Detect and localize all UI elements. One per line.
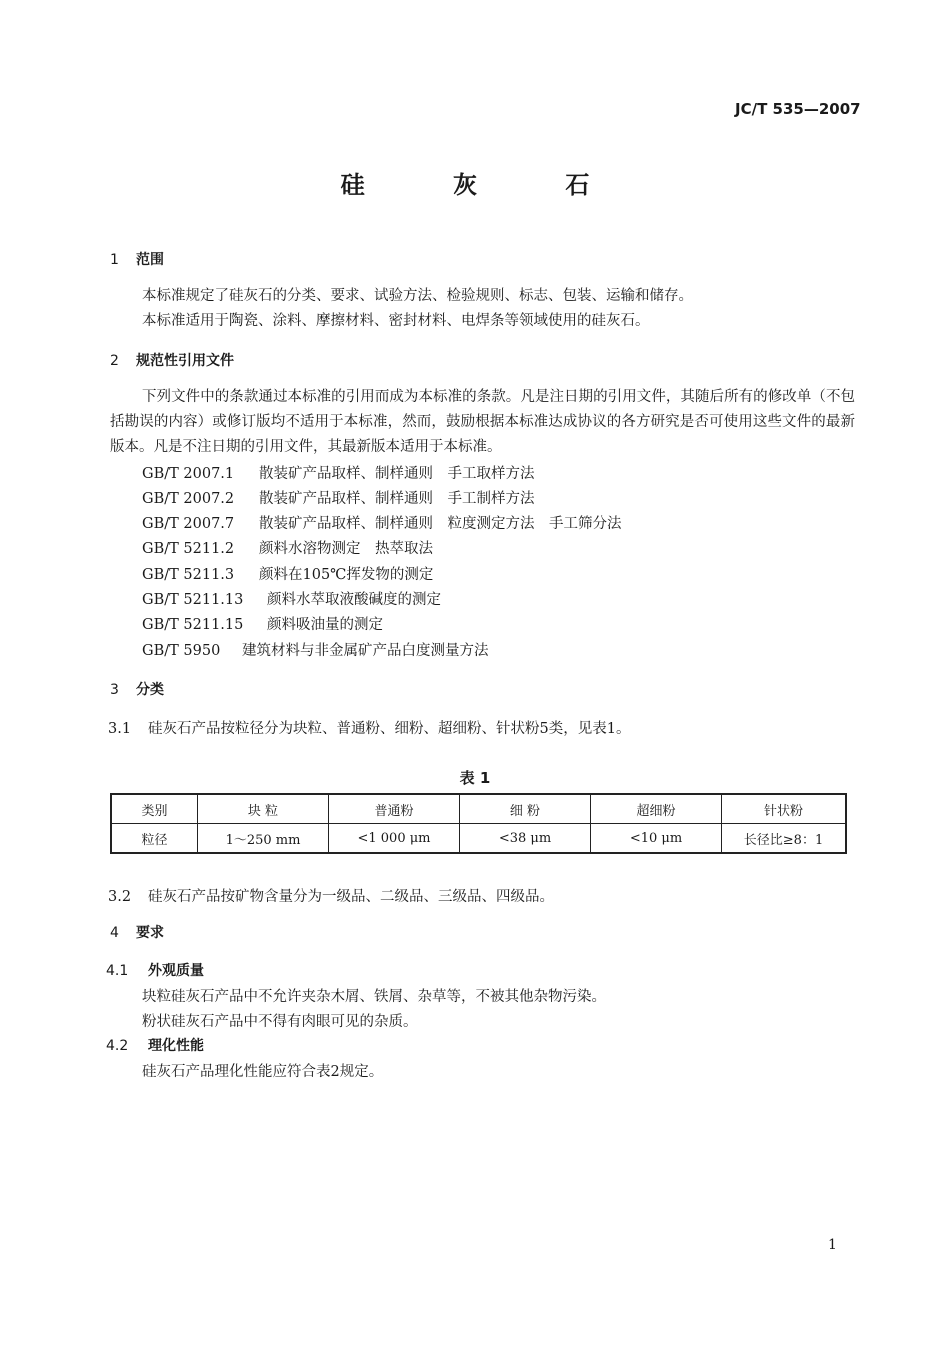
table-cell: 1～250 mm (198, 824, 329, 854)
section-number: 2 (110, 353, 119, 369)
table-cell: 粒径 (111, 824, 198, 854)
table-cell: <10 μm (591, 824, 722, 854)
reference-code: GB/T 5211.15 (142, 617, 244, 633)
section-title: 规范性引用文件 (136, 353, 234, 369)
clause-4-2-heading (106, 1035, 204, 1055)
physchem-text: 硅灰石产品理化性能应符合表2规定。 (142, 1064, 384, 1080)
section-title: 分类 (136, 682, 164, 698)
section-number: 1 (110, 252, 119, 268)
appearance-line-2: 粉状硅灰石产品中不得有肉眼可见的杂质。 (142, 1014, 418, 1030)
reference-code: GB/T 5950 (142, 643, 221, 659)
table-cell: 长径比≥8：1 (722, 824, 847, 854)
section-title: 要求 (136, 925, 164, 941)
reference-item (142, 537, 433, 558)
clause-4-1-heading (106, 960, 204, 980)
reference-name: 颜料水溶物测定 热萃取法 (259, 541, 433, 557)
table-cell: <1 000 μm (329, 824, 460, 854)
clause-number: 4.2 (106, 1038, 129, 1054)
clause-title: 外观质量 (148, 963, 204, 979)
appearance-line-1: 块粒硅灰石产品中不允许夹杂木屑、铁屑、杂草等，不被其他杂物污染。 (142, 989, 606, 1005)
reference-code: GB/T 5211.13 (142, 592, 244, 608)
reference-item (142, 613, 383, 634)
reference-item (142, 563, 433, 584)
section-1-heading (110, 249, 164, 269)
table-cell: <38 μm (460, 824, 591, 854)
clause-title: 理化性能 (148, 1038, 204, 1054)
clause-number: 3.1 (108, 721, 132, 737)
table-header-cell: 普通粉 (329, 794, 460, 824)
table-row (111, 824, 846, 854)
section-number: 3 (110, 682, 119, 698)
reference-item (142, 462, 535, 483)
reference-code: GB/T 5211.3 (142, 567, 235, 583)
reference-item (142, 512, 622, 533)
table-1-caption: 表 1 (459, 769, 491, 787)
reference-item (142, 588, 441, 609)
reference-name: 颜料在105℃挥发物的测定 (259, 567, 434, 583)
reference-name: 颜料吸油量的测定 (267, 617, 383, 633)
section-title: 范围 (136, 252, 164, 268)
clause-3-2 (108, 885, 554, 906)
table-header-row (111, 794, 846, 824)
clause-3-1 (108, 717, 630, 738)
table-1 (110, 793, 847, 854)
reference-name: 散装矿产品取样、制样通则 手工取样方法 (259, 466, 535, 482)
table-header-cell: 超细粉 (591, 794, 722, 824)
table-header-cell: 块 粒 (198, 794, 329, 824)
section-number: 4 (110, 925, 119, 941)
reference-item (142, 487, 535, 508)
standard-code: JC/T 535—2007 (735, 100, 861, 118)
reference-code: GB/T 2007.7 (142, 516, 235, 532)
table-header-cell: 类别 (111, 794, 198, 824)
reference-code: GB/T 2007.1 (142, 466, 235, 482)
page-number: 1 (828, 1237, 837, 1253)
clause-text: 硅灰石产品按矿物含量分为一级品、二级品、三级品、四级品。 (148, 889, 554, 905)
document-title: 硅 灰 石 (340, 171, 630, 199)
scope-line-1: 本标准规定了硅灰石的分类、要求、试验方法、检验规则、标志、包装、运输和储存。 (142, 288, 693, 304)
section-4-heading (110, 922, 164, 942)
reference-name: 颜料水萃取液酸碱度的测定 (267, 592, 441, 608)
reference-name: 散装矿产品取样、制样通则 粒度测定方法 手工筛分法 (259, 516, 622, 532)
reference-code: GB/T 2007.2 (142, 491, 235, 507)
reference-name: 散装矿产品取样、制样通则 手工制样方法 (259, 491, 535, 507)
scope-line-2: 本标准适用于陶瓷、涂料、摩擦材料、密封材料、电焊条等领域使用的硅灰石。 (142, 313, 650, 329)
table-header-cell: 针状粉 (722, 794, 847, 824)
clause-text: 硅灰石产品按粒径分为块粒、普通粉、细粉、超细粉、针状粉5类，见表1。 (148, 721, 631, 737)
table-header-cell: 细 粉 (460, 794, 591, 824)
reference-item (142, 639, 489, 660)
clause-number: 4.1 (106, 963, 129, 979)
section-2-heading (110, 350, 234, 370)
normative-paragraph: 下列文件中的条款通过本标准的引用而成为本标准的条款。凡是注日期的引用文件，其随后所有的修改单（不包括勘误的内容）或修订版均不适用于本标准，然而，鼓励根据本标准达成协议的各方研究是否可使用这些文件的最新版本。凡是不注日期的引用文件，其最新版本适用于本标准。 (110, 389, 855, 455)
clause-number: 3.2 (108, 889, 132, 905)
reference-name: 建筑材料与非金属矿产品白度测量方法 (242, 643, 489, 659)
section-3-heading (110, 679, 164, 699)
reference-code: GB/T 5211.2 (142, 541, 235, 557)
